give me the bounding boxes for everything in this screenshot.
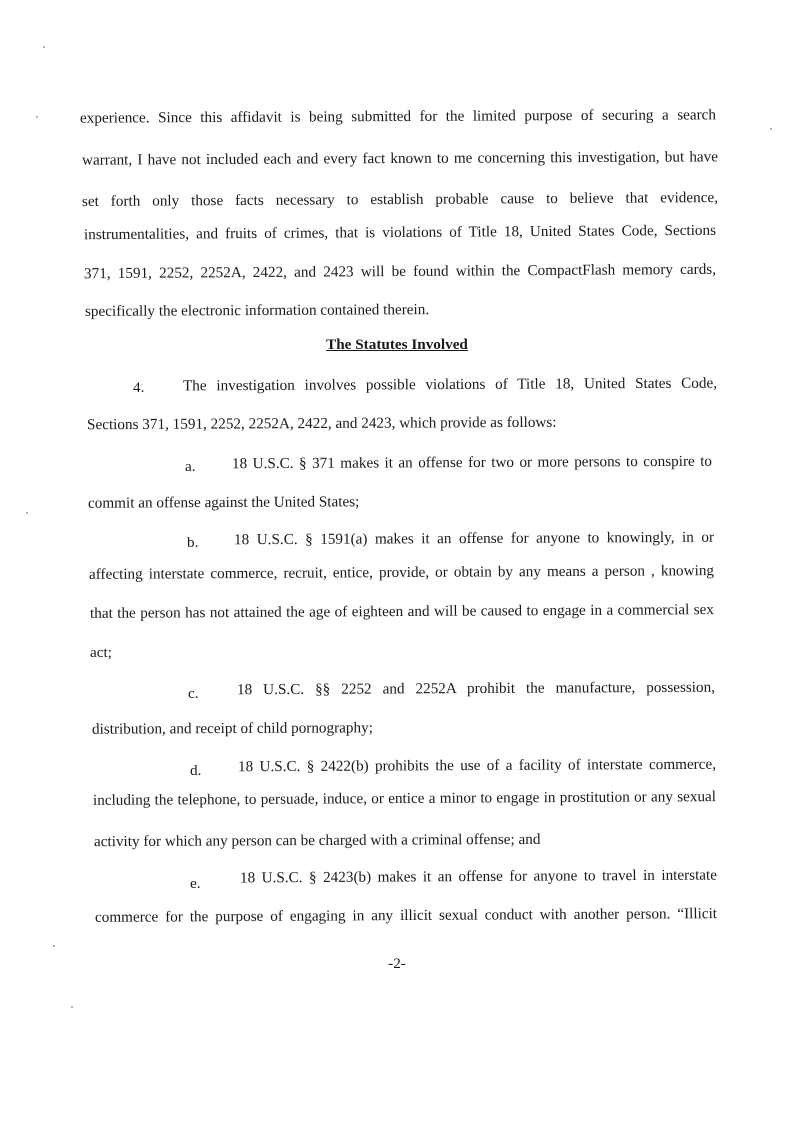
body-line: commerce for the purpose of engaging in any illicit sexual conduct with another person. “Illicit (94, 905, 718, 926)
body-line: warrant, I have not included each and every fact known to me concerning this investigation, but have (81, 148, 719, 169)
body-line: 18 U.S.C. § 1591(a) makes it an offense for anyone to knowingly, in or (233, 528, 715, 549)
body-line: instrumentalities, and fruits of crimes, that is violations of Title 18, United States Code, Sections (83, 221, 717, 244)
item-letter: c. (188, 685, 199, 702)
body-line: commit an offense against the United States; (87, 493, 360, 512)
body-line: distribution, and receipt of child pornography; (91, 719, 373, 738)
paragraph-number: 4. (133, 379, 145, 396)
body-line: set forth only those facts necessary to establish probable cause to believe that evidence, (81, 189, 719, 210)
scan-speck (36, 116, 38, 118)
item-letter: b. (187, 534, 199, 551)
scan-speck (26, 512, 28, 514)
scan-speck (43, 46, 45, 48)
body-line: 18 U.S.C. §§ 2252 and 2252A prohibit the manufacture, possession, (236, 678, 716, 699)
item-letter: a. (185, 458, 196, 475)
body-line: affecting interstate commerce, recruit, entice, provide, or obtain by any means a person , knowing (88, 562, 715, 583)
body-line: activity for which any person can be charged with a criminal offense; and (93, 830, 541, 851)
body-line: 18 U.S.C. § 2423(b) makes it an offense for anyone to travel in interstate (239, 866, 718, 887)
body-line: including the telephone, to persuade, induce, or entice a minor to engage in prostitution or any sexual (92, 788, 717, 809)
scan-speck (770, 128, 772, 130)
body-line: 18 U.S.C. § 2422(b) prohibits the use of a facility of interstate commerce, (237, 755, 717, 776)
item-letter: d. (190, 762, 202, 779)
body-line: that the person has not attained the age of eighteen and will be caused to engage in a commercial sex (89, 601, 715, 622)
page-number: -2- (388, 955, 406, 972)
body-line: 18 U.S.C. § 371 makes it an offense for two or more persons to conspire to (231, 452, 713, 473)
body-line: experience. Since this affidavit is being submitted for the limited purpose of securing a search (79, 106, 717, 127)
item-letter: e. (190, 875, 201, 892)
body-line: Sections 371, 1591, 2252, 2252A, 2422, and 2423, which provide as follows: (86, 413, 557, 434)
body-line: act; (90, 644, 112, 661)
scan-speck (53, 945, 55, 947)
body-line: specifically the electronic information contained therein. (84, 301, 430, 320)
section-heading: The Statutes Involved (326, 336, 468, 353)
body-line: 371, 1591, 2252, 2252A, 2422, and 2423 will be found within the CompactFlash memory cards, (83, 260, 717, 283)
body-line: The investigation involves possible violations of Title 18, United States Code, (182, 374, 718, 395)
scan-speck (71, 1006, 73, 1008)
